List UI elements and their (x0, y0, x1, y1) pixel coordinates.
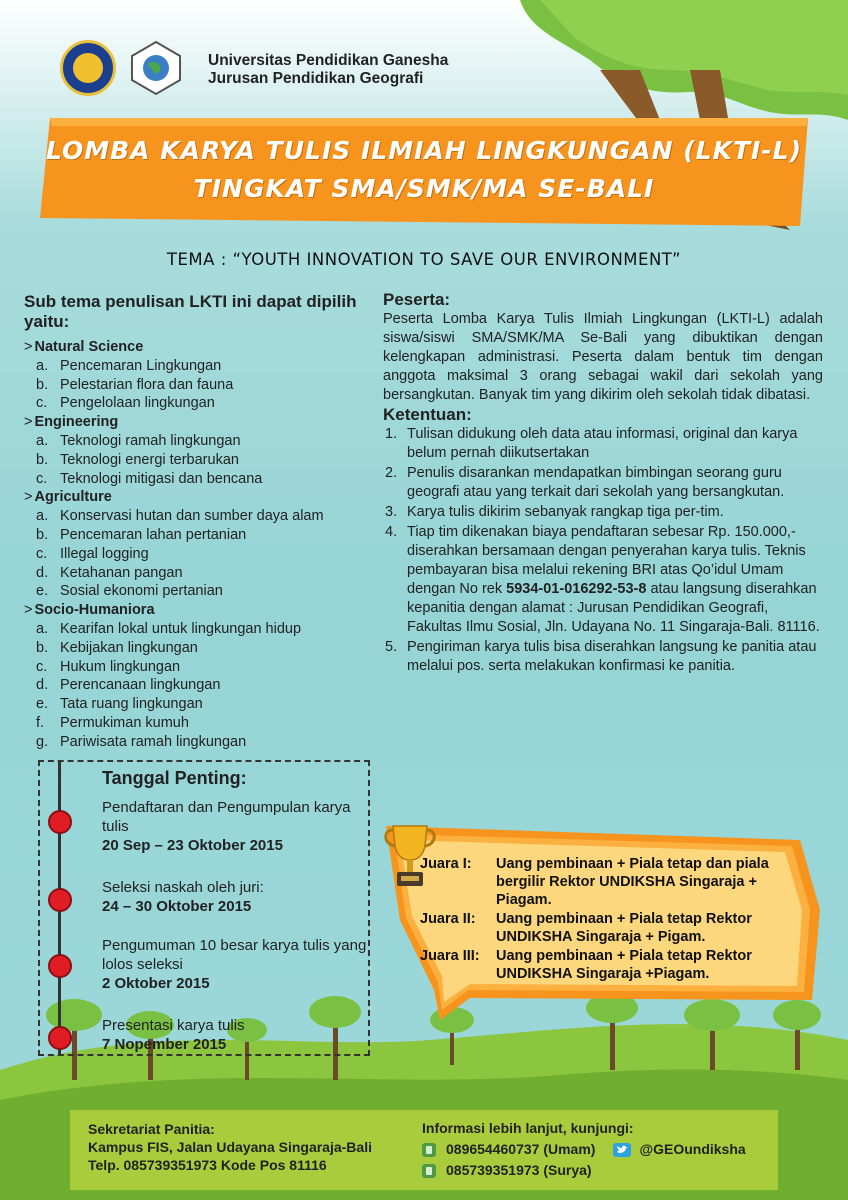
secretariat-phone: Telp. 085739351973 Kode Pos 81116 (88, 1157, 327, 1173)
list-item: a. Pencemaran Lingkungan (36, 357, 222, 374)
contact-heading: Informasi lebih lanjut, kunjungi: (422, 1120, 634, 1136)
contact-phone-2[interactable]: 085739351973 (Surya) (446, 1162, 592, 1178)
undiksha-logo (60, 40, 116, 96)
ketentuan-list (383, 425, 823, 676)
list-item: a. Konservasi hutan dan sumber daya alam (36, 508, 324, 525)
twitter-icon (613, 1143, 631, 1157)
page-title (40, 132, 808, 208)
header-institution (208, 52, 448, 88)
timeline-dot (48, 954, 72, 978)
prize-list (420, 855, 830, 984)
list-item: b. Kebijakan lingkungan (36, 639, 198, 656)
list-item: e. Tata ruang lingkungan (36, 696, 203, 713)
theme: TEMA : “YOUTH INNOVATION TO SAVE OUR ENVIRONMENT” (166, 250, 682, 269)
list-item: e. Sosial ekonomi pertanian (36, 583, 223, 600)
account-number: 5934-01-016292-53-8 (506, 581, 647, 597)
category-natural-science: > Natural Science (24, 339, 144, 355)
category-agriculture: > Agriculture (24, 489, 112, 506)
list-item: g. Pariwisata ramah lingkungan (36, 733, 247, 750)
list-item: b. Pencemaran lahan pertanian (36, 526, 247, 543)
dates-heading: Tanggal Penting: (102, 768, 247, 788)
list-item: c. Illegal logging (36, 545, 149, 562)
subtema-intro: Sub tema penulisan LKTI ini dapat dipilih yaitu: (24, 292, 357, 331)
peserta-heading: Peserta: (383, 290, 451, 309)
twitter-handle[interactable]: @GEOundiksha (639, 1141, 746, 1157)
list-item: 2. Penulis disarankan mendapatkan bimbingan seorang guru geografi atau yang terkait dari sekolah yang bersangkutan. (385, 465, 785, 500)
timeline-dot (48, 1026, 72, 1050)
list-item: c. Hukum lingkungan (36, 658, 181, 675)
date-event: Presentasi karya tulis 7 Nopember 2015 (102, 1017, 245, 1053)
timeline-dot (48, 810, 72, 834)
list-item: a. Teknologi ramah lingkungan (36, 432, 241, 449)
important-dates-box (38, 760, 370, 1056)
list-item: b. Pelestarian flora dan fauna (36, 376, 234, 393)
contact-row (422, 1160, 746, 1181)
list-item: b. Teknologi energi terbarukan (36, 451, 239, 468)
list-item: 5. Pengiriman karya tulis bisa diserahkan langsung ke panitia atau melalui pos. serta melakukan konfirmasi ke panitia. (385, 639, 817, 674)
list-item: a. Kearifan lokal untuk lingkungan hidup (36, 620, 302, 637)
secretariat-address: Kampus FIS, Jalan Udayana Singaraja-Bali (88, 1139, 372, 1155)
list-item: c. Pengelolaan lingkungan (36, 395, 215, 412)
list-item: 1. Tulisan didukung oleh data atau informasi, original dan karya belum pernah diikutsertakan (385, 426, 798, 461)
list-item: d. Perencanaan lingkungan (36, 677, 221, 694)
ketentuan-heading: Ketentuan: (383, 405, 472, 424)
phone-icon (422, 1164, 436, 1178)
timeline-dot (48, 888, 72, 912)
list-item: 3. Karya tulis dikirim sebanyak rangkap tiga per-tim. (385, 504, 724, 520)
list-item: c. Teknologi mitigasi dan bencana (36, 470, 263, 487)
date-event: Pendaftaran dan Pengumpulan karya tulis 20 Sep – 23 Oktober 2015 (102, 799, 351, 854)
subtema-section (24, 292, 364, 752)
university-name: Universitas Pendidikan Ganesha (208, 52, 449, 69)
title-line-1: LOMBA KARYA TULIS ILMIAH LINGKUNGAN (LKTI-L) (45, 136, 803, 165)
geosfer-logo (128, 40, 184, 96)
phone-icon (422, 1143, 436, 1157)
list-item: 4. Tiap tim dikenakan biaya pendaftaran sebesar Rp. 150.000,- diserahkan bersamaan dengan penyerahan karya tulis. Teknis pembayaran bisa melalui rekening BRI atas Qo’idul Umam dengan No rek 5934-01-016292-53-8 atau langsung diserahkan kepanitia dengan alamat : Jurusan Pendidikan Geografi, Fakultas Ilmu Sosial, Jln. Udayana No. 11 Singaraja-Bali. 81116. (385, 524, 820, 635)
list-item: d. Ketahanan pangan (36, 564, 183, 581)
category-socio-humaniora: > Socio-Humaniora (24, 602, 155, 619)
prize-row: Juara II: Uang pembinaan + Piala tetap Rektor UNDIKSHA Singaraja + Pigam. (420, 911, 752, 945)
list-item: f. Permukiman kumuh (36, 714, 189, 731)
info-section (383, 290, 823, 677)
peserta-text: Peserta Lomba Karya Tulis Ilmiah Lingkungan (LKTI-L) adalah siswa/siswi SMA/SMK/MA Se-Bali yang dibuktikan dengan kelengkapan administrasi. Peserta dalam bentuk tim dengan anggota maksimal 3 orang sebagai wakil dari sekolah yang bersangkutan. Banyak tim yang dikirim oleh sekolah tidak dibatasi. (383, 311, 823, 403)
contact-row (422, 1139, 746, 1160)
secretariat-heading: Sekretariat Panitia: (88, 1121, 215, 1137)
category-engineering: > Engineering (24, 414, 119, 431)
date-event: Seleksi naskah oleh juri: 24 – 30 Oktober 2015 (102, 879, 264, 915)
prize-row: Juara III: Uang pembinaan + Piala tetap Rektor UNDIKSHA Singaraja +Piagam. (420, 948, 752, 982)
contact-info (422, 1118, 746, 1181)
department-name: Jurusan Pendidikan Geografi (208, 70, 424, 87)
contact-phone-1[interactable]: 089654460737 (Umam) (446, 1141, 596, 1157)
date-event: Pengumuman 10 besar karya tulis yang lolos seleksi 2 Oktober 2015 (102, 937, 367, 992)
secretariat-info (88, 1120, 372, 1174)
title-line-2: TINGKAT SMA/SMK/MA SE-BALI (193, 174, 655, 203)
prize-row: Juara I: Uang pembinaan + Piala tetap dan piala bergilir Rektor UNDIKSHA Singaraja + Piagam. (420, 856, 769, 908)
